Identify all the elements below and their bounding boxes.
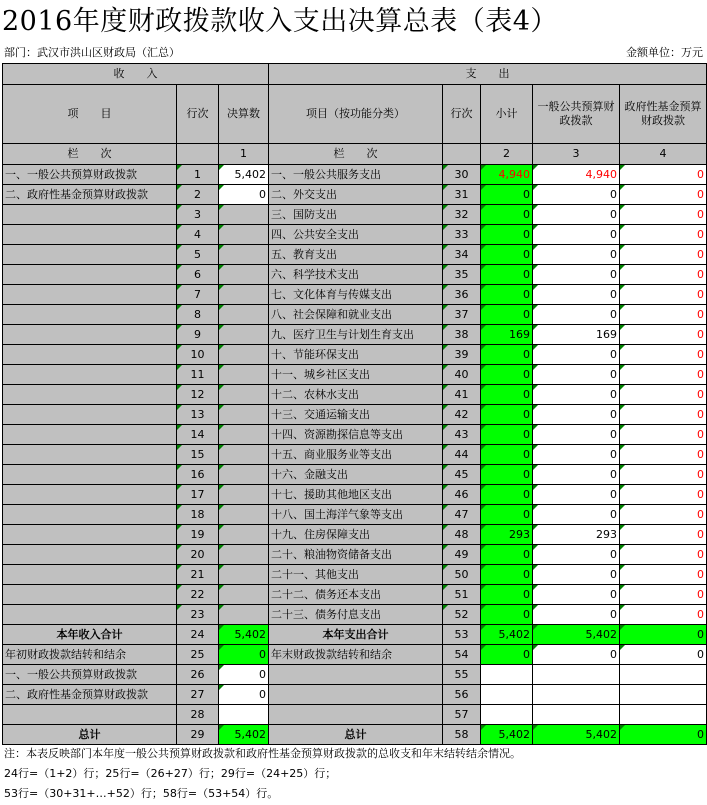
income-value[interactable]: [219, 565, 269, 585]
begin-balance-no: 25: [177, 645, 219, 665]
empty-cell: [481, 685, 533, 705]
empty-cell: [481, 705, 533, 725]
expense-subtotal[interactable]: 0: [481, 245, 533, 265]
grand-total-income-label: 总计: [3, 725, 177, 745]
table-row: [3, 445, 707, 465]
empty-cell: [269, 665, 443, 685]
table-row: [3, 405, 707, 425]
expense-row-no: 35: [443, 265, 481, 285]
expense-subtotal[interactable]: 0: [481, 385, 533, 405]
empty-cell: [481, 665, 533, 685]
income-row-no: 21: [177, 565, 219, 585]
end-balance-subtotal[interactable]: 0: [481, 645, 533, 665]
expense-subtotal[interactable]: 4,940: [481, 165, 533, 185]
expense-item-label: 二十、粮油物资储备支出: [269, 545, 443, 565]
expense-row-no: 36: [443, 285, 481, 305]
expense-item-label: 十一、城乡社区支出: [269, 365, 443, 385]
expense-row-no: 31: [443, 185, 481, 205]
income-row-no: 13: [177, 405, 219, 425]
income-value[interactable]: 0: [219, 185, 269, 205]
grand-total-expense-label: 总计: [269, 725, 443, 745]
expense-general-budget[interactable]: 0: [533, 385, 620, 405]
expense-subtotal[interactable]: 0: [481, 565, 533, 585]
grand-total-general[interactable]: 5,402: [533, 725, 620, 745]
expense-general-budget[interactable]: 0: [533, 605, 620, 625]
expense-general-budget[interactable]: 0: [533, 345, 620, 365]
expense-item-label: 九、医疗卫生与计划生育支出: [269, 325, 443, 345]
empty-cell: [533, 705, 620, 725]
expense-subtotal[interactable]: 0: [481, 185, 533, 205]
expense-general-budget[interactable]: 0: [533, 505, 620, 525]
table-row: [3, 585, 707, 605]
table-row: [3, 305, 707, 325]
expense-row-no: 46: [443, 485, 481, 505]
expense-total-no: 53: [443, 625, 481, 645]
expense-total-subtotal[interactable]: 5,402: [481, 625, 533, 645]
table-row: [3, 385, 707, 405]
expense-gov-fund[interactable]: 0: [620, 485, 707, 505]
expense-item-label: 十二、农林水支出: [269, 385, 443, 405]
expense-subtotal[interactable]: 0: [481, 445, 533, 465]
income-value[interactable]: [219, 205, 269, 225]
empty-cell: [3, 705, 177, 725]
col4-label: 4: [620, 144, 707, 165]
income-row-no: 10: [177, 345, 219, 365]
expense-row-no: 37: [443, 305, 481, 325]
income-row-no: 4: [177, 225, 219, 245]
expense-gov-fund[interactable]: 0: [620, 545, 707, 565]
expense-gov-fund[interactable]: 0: [620, 445, 707, 465]
row-no-header: 行次: [177, 85, 219, 144]
expense-item-label: 十、节能环保支出: [269, 345, 443, 365]
expense-subtotal[interactable]: 0: [481, 585, 533, 605]
expense-general-budget[interactable]: 0: [533, 205, 620, 225]
income-row-no: 23: [177, 605, 219, 625]
expense-row-no: 33: [443, 225, 481, 245]
income-value[interactable]: [219, 225, 269, 245]
empty-cell: [533, 685, 620, 705]
expense-item-label: 八、社会保障和就业支出: [269, 305, 443, 325]
begin-fund-no: 27: [177, 685, 219, 705]
expense-general-budget[interactable]: 0: [533, 425, 620, 445]
table-row: [3, 165, 707, 185]
expense-item-label: 十三、交通运输支出: [269, 405, 443, 425]
expense-row-no: 32: [443, 205, 481, 225]
income-value[interactable]: [219, 305, 269, 325]
income-item-label: [3, 345, 177, 365]
expense-row-no: 47: [443, 505, 481, 525]
income-value[interactable]: [219, 425, 269, 445]
expense-subtotal[interactable]: 0: [481, 265, 533, 285]
income-total-label: 本年收入合计: [3, 625, 177, 645]
expense-subtotal[interactable]: 0: [481, 545, 533, 565]
income-item-label: [3, 205, 177, 225]
expense-subtotal[interactable]: 0: [481, 345, 533, 365]
income-item-label: [3, 305, 177, 325]
expense-general-budget[interactable]: 0: [533, 225, 620, 245]
empty-cell: [443, 144, 481, 165]
table-row: [3, 465, 707, 485]
income-row-no: 20: [177, 545, 219, 565]
expense-gov-fund[interactable]: 0: [620, 205, 707, 225]
column-label-expense: 栏 次: [269, 144, 443, 165]
income-item-label: [3, 245, 177, 265]
note-line-1: 注：本表反映部门本年度一般公共预算财政拨款和政府性基金预算财政拨款的总收支和年末结转结余情况。: [4, 747, 521, 760]
income-value[interactable]: [219, 325, 269, 345]
expense-row-no: 52: [443, 605, 481, 625]
empty-cell: [620, 665, 707, 685]
income-item-label: [3, 565, 177, 585]
income-item-label: [3, 505, 177, 525]
table-row: [3, 185, 707, 205]
income-value[interactable]: [219, 445, 269, 465]
department-label: 部门：武汉市洪山区财政局（汇总）: [4, 46, 180, 59]
expense-subtotal[interactable]: 0: [481, 305, 533, 325]
expense-gov-fund[interactable]: 0: [620, 225, 707, 245]
expense-subtotal[interactable]: 0: [481, 605, 533, 625]
expense-gov-fund[interactable]: 0: [620, 425, 707, 445]
table-row: [3, 485, 707, 505]
expense-subtotal[interactable]: 0: [481, 225, 533, 245]
unit-label: 金额单位：万元: [626, 46, 703, 59]
empty-cell: [620, 685, 707, 705]
expense-gov-fund[interactable]: 0: [620, 385, 707, 405]
expense-gov-fund[interactable]: 0: [620, 265, 707, 285]
col2-label: 2: [481, 144, 533, 165]
empty-cell: [533, 665, 620, 685]
expense-subtotal[interactable]: 0: [481, 205, 533, 225]
expense-gov-fund[interactable]: 0: [620, 365, 707, 385]
income-value[interactable]: 5,402: [219, 165, 269, 185]
expense-item-label: 十四、资源勘探信息等支出: [269, 425, 443, 445]
income-total-value[interactable]: 5,402: [219, 625, 269, 645]
table-row: [3, 245, 707, 265]
income-header: 收 入: [3, 64, 269, 85]
income-row-no: 6: [177, 265, 219, 285]
expense-row-no: 41: [443, 385, 481, 405]
expense-row-no: 39: [443, 345, 481, 365]
expense-gov-fund[interactable]: 0: [620, 565, 707, 585]
empty-cell: [219, 705, 269, 725]
expense-subtotal[interactable]: 293: [481, 525, 533, 545]
expense-general-budget[interactable]: 0: [533, 485, 620, 505]
inc-row-no-28: 28: [177, 705, 219, 725]
exp-row-no-55: 55: [443, 665, 481, 685]
col3-label: 3: [533, 144, 620, 165]
expense-item-label: 二十三、债务付息支出: [269, 605, 443, 625]
expense-general-budget[interactable]: 4,940: [533, 165, 620, 185]
item-func-header: 项目（按功能分类）: [269, 85, 443, 144]
expense-row-no: 40: [443, 365, 481, 385]
expense-total-label: 本年支出合计: [269, 625, 443, 645]
income-item-label: [3, 385, 177, 405]
expense-general-budget[interactable]: 0: [533, 285, 620, 305]
begin-balance-label: 年初财政拨款结转和结余: [3, 645, 177, 665]
income-item-label: [3, 545, 177, 565]
expense-gov-fund[interactable]: 0: [620, 405, 707, 425]
expense-item-label: 二十一、其他支出: [269, 565, 443, 585]
income-item-label: [3, 525, 177, 545]
expense-general-budget[interactable]: 0: [533, 185, 620, 205]
page-title: 2016年度财政拨款收入支出决算总表（表4）: [2, 6, 558, 37]
income-item-label: [3, 225, 177, 245]
expense-subtotal[interactable]: 0: [481, 505, 533, 525]
income-item-label: [3, 445, 177, 465]
expense-general-budget[interactable]: 0: [533, 565, 620, 585]
begin-general-value[interactable]: 0: [219, 665, 269, 685]
income-value[interactable]: [219, 285, 269, 305]
income-total-no: 24: [177, 625, 219, 645]
income-item-label: 一、一般公共预算财政拨款: [3, 165, 177, 185]
col1-label: 1: [219, 144, 269, 165]
expense-row-no: 48: [443, 525, 481, 545]
expense-gov-fund[interactable]: 0: [620, 245, 707, 265]
table-row: [3, 505, 707, 525]
expense-gov-fund[interactable]: 0: [620, 525, 707, 545]
income-item-label: [3, 465, 177, 485]
expense-subtotal[interactable]: 169: [481, 325, 533, 345]
income-value[interactable]: [219, 405, 269, 425]
table-row: [3, 285, 707, 305]
final-amount-header: 决算数: [219, 85, 269, 144]
income-value[interactable]: [219, 605, 269, 625]
table-row: [3, 325, 707, 345]
income-row-no: 7: [177, 285, 219, 305]
income-row-no: 2: [177, 185, 219, 205]
expense-row-no: 42: [443, 405, 481, 425]
table-row: [3, 265, 707, 285]
income-row-no: 15: [177, 445, 219, 465]
income-row-no: 18: [177, 505, 219, 525]
expense-general-budget[interactable]: 0: [533, 545, 620, 565]
expense-gov-fund[interactable]: 0: [620, 185, 707, 205]
income-value[interactable]: [219, 265, 269, 285]
income-item-label: [3, 605, 177, 625]
expense-gov-fund[interactable]: 0: [620, 325, 707, 345]
income-item-label: [3, 285, 177, 305]
income-row-no: 1: [177, 165, 219, 185]
expense-subtotal[interactable]: 0: [481, 365, 533, 385]
expense-general-budget[interactable]: 0: [533, 585, 620, 605]
income-value[interactable]: [219, 365, 269, 385]
expense-row-no: 30: [443, 165, 481, 185]
expense-item-label: 七、文化体育与传媒支出: [269, 285, 443, 305]
expense-row-no: 50: [443, 565, 481, 585]
expense-row-no: 43: [443, 425, 481, 445]
expense-gov-fund[interactable]: 0: [620, 605, 707, 625]
income-value[interactable]: [219, 385, 269, 405]
empty-cell: [177, 144, 219, 165]
grand-total-income-value[interactable]: 5,402: [219, 725, 269, 745]
exp-row-no-56: 56: [443, 685, 481, 705]
exp-row-no-header: 行次: [443, 85, 481, 144]
column-label-income: 栏 次: [3, 144, 177, 165]
expense-item-label: 十八、国土海洋气象等支出: [269, 505, 443, 525]
grand-total-fund[interactable]: 0: [620, 725, 707, 745]
income-row-no: 8: [177, 305, 219, 325]
income-item-label: [3, 365, 177, 385]
table-row: [3, 525, 707, 545]
expense-subtotal[interactable]: 0: [481, 465, 533, 485]
expense-gov-fund[interactable]: 0: [620, 305, 707, 325]
grand-total-subtotal[interactable]: 5,402: [481, 725, 533, 745]
expense-item-label: 五、教育支出: [269, 245, 443, 265]
expense-general-budget[interactable]: 0: [533, 245, 620, 265]
income-value[interactable]: [219, 505, 269, 525]
expense-gov-fund[interactable]: 0: [620, 505, 707, 525]
expense-row-no: 45: [443, 465, 481, 485]
general-budget-header: 一般公共预算财政拨款: [533, 85, 620, 144]
budget-table: [2, 63, 707, 745]
table-row: [3, 545, 707, 565]
grand-total-income-no: 29: [177, 725, 219, 745]
expense-row-no: 51: [443, 585, 481, 605]
begin-fund-value[interactable]: 0: [219, 685, 269, 705]
expense-item-label: 二十二、债务还本支出: [269, 585, 443, 605]
income-row-no: 3: [177, 205, 219, 225]
expense-gov-fund[interactable]: 0: [620, 465, 707, 485]
income-value[interactable]: [219, 545, 269, 565]
income-value[interactable]: [219, 465, 269, 485]
expense-subtotal[interactable]: 0: [481, 285, 533, 305]
table-row: [3, 565, 707, 585]
income-row-no: 12: [177, 385, 219, 405]
expense-item-label: 十七、援助其他地区支出: [269, 485, 443, 505]
income-item-label: [3, 585, 177, 605]
expense-general-budget[interactable]: 0: [533, 445, 620, 465]
end-balance-general[interactable]: 0: [533, 645, 620, 665]
begin-general-label: 一、一般公共预算财政拨款: [3, 665, 177, 685]
income-value[interactable]: [219, 525, 269, 545]
income-row-no: 9: [177, 325, 219, 345]
expense-item-label: 十九、住房保障支出: [269, 525, 443, 545]
expense-general-budget[interactable]: 293: [533, 525, 620, 545]
income-value[interactable]: [219, 585, 269, 605]
expense-item-label: 六、科学技术支出: [269, 265, 443, 285]
expense-item-label: 二、外交支出: [269, 185, 443, 205]
income-row-no: 5: [177, 245, 219, 265]
empty-cell: [269, 705, 443, 725]
table-row: [3, 365, 707, 385]
expense-subtotal[interactable]: 0: [481, 485, 533, 505]
income-item-label: [3, 485, 177, 505]
income-value[interactable]: [219, 485, 269, 505]
expense-general-budget[interactable]: 169: [533, 325, 620, 345]
income-row-no: 14: [177, 425, 219, 445]
income-row-no: 19: [177, 525, 219, 545]
expense-item-label: 一、一般公共服务支出: [269, 165, 443, 185]
expense-gov-fund[interactable]: 0: [620, 165, 707, 185]
expense-row-no: 38: [443, 325, 481, 345]
end-balance-no: 54: [443, 645, 481, 665]
income-value[interactable]: [219, 245, 269, 265]
expense-general-budget[interactable]: 0: [533, 265, 620, 285]
expense-item-label: 十五、商业服务业等支出: [269, 445, 443, 465]
empty-cell: [620, 705, 707, 725]
expense-row-no: 44: [443, 445, 481, 465]
expense-total-fund[interactable]: 0: [620, 625, 707, 645]
table-row: [3, 345, 707, 365]
expense-gov-fund[interactable]: 0: [620, 285, 707, 305]
income-item-label: [3, 325, 177, 345]
end-balance-label: 年末财政拨款结转和结余: [269, 645, 443, 665]
expense-row-no: 34: [443, 245, 481, 265]
income-row-no: 17: [177, 485, 219, 505]
empty-cell: [269, 685, 443, 705]
expense-general-budget[interactable]: 0: [533, 365, 620, 385]
note-line-3: 53行=（30+31+…+52）行；58行=（53+54）行。: [4, 787, 279, 800]
expense-general-budget[interactable]: 0: [533, 405, 620, 425]
expense-row-no: 49: [443, 545, 481, 565]
item-header: 项 目: [3, 85, 177, 144]
exp-row-no-57: 57: [443, 705, 481, 725]
expense-gov-fund[interactable]: 0: [620, 585, 707, 605]
gov-fund-header: 政府性基金预算财政拨款: [620, 85, 707, 144]
expense-header: 支 出: [269, 64, 707, 85]
begin-fund-label: 二、政府性基金预算财政拨款: [3, 685, 177, 705]
subtotal-header: 小计: [481, 85, 533, 144]
expense-general-budget[interactable]: 0: [533, 465, 620, 485]
income-row-no: 22: [177, 585, 219, 605]
expense-item-label: 四、公共安全支出: [269, 225, 443, 245]
begin-balance-value[interactable]: 0: [219, 645, 269, 665]
expense-gov-fund[interactable]: 0: [620, 345, 707, 365]
expense-subtotal[interactable]: 0: [481, 405, 533, 425]
income-item-label: [3, 265, 177, 285]
income-value[interactable]: [219, 345, 269, 365]
table-row: [3, 605, 707, 625]
begin-general-no: 26: [177, 665, 219, 685]
income-row-no: 11: [177, 365, 219, 385]
table-row: [3, 205, 707, 225]
expense-total-general[interactable]: 5,402: [533, 625, 620, 645]
table-row: [3, 425, 707, 445]
expense-subtotal[interactable]: 0: [481, 425, 533, 445]
income-row-no: 16: [177, 465, 219, 485]
grand-total-expense-no: 58: [443, 725, 481, 745]
table-row: [3, 225, 707, 245]
income-item-label: 二、政府性基金预算财政拨款: [3, 185, 177, 205]
expense-item-label: 十六、金融支出: [269, 465, 443, 485]
note-line-2: 24行=（1+2）行；25行=（26+27）行；29行=（24+25）行；: [4, 767, 337, 780]
income-item-label: [3, 425, 177, 445]
end-balance-fund[interactable]: 0: [620, 645, 707, 665]
expense-item-label: 三、国防支出: [269, 205, 443, 225]
income-item-label: [3, 405, 177, 425]
expense-general-budget[interactable]: 0: [533, 305, 620, 325]
